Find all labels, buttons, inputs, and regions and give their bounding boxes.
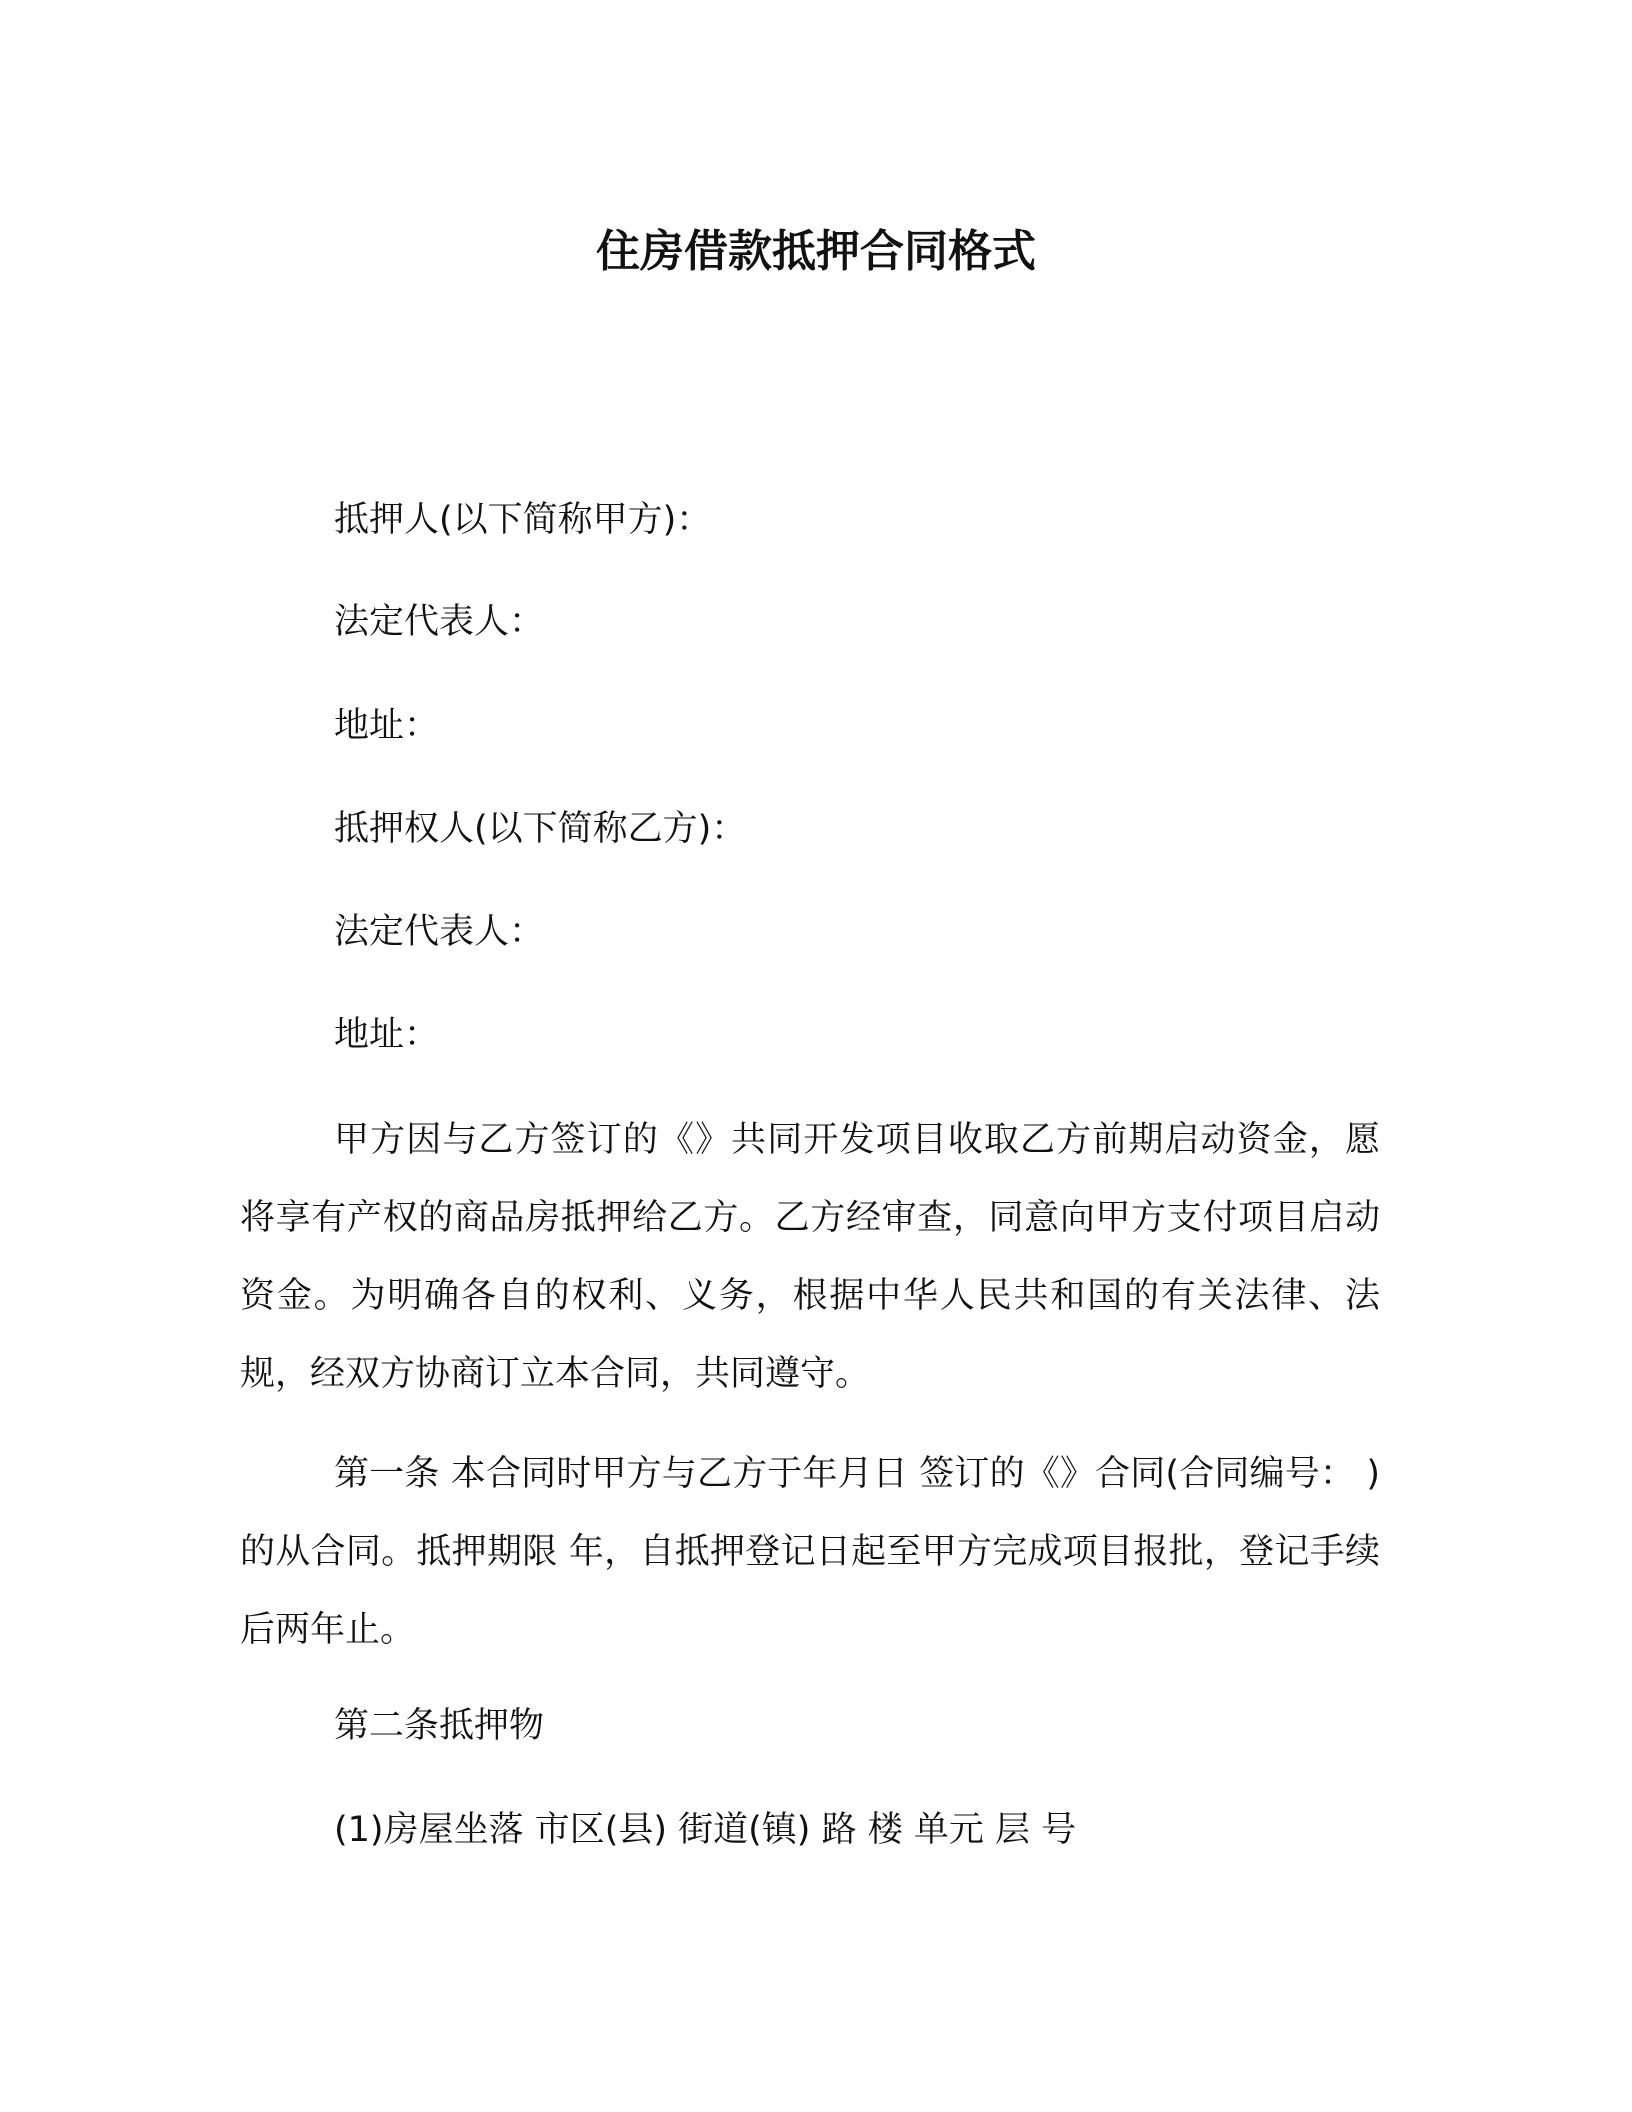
document-title: 住房借款抵押合同格式 <box>596 226 1036 277</box>
field-mortgagee: 抵押权人(以下简称乙方)： <box>334 809 747 849</box>
article-two-heading: 第二条抵押物 <box>334 1706 545 1746</box>
preamble-paragraph: 甲方因与乙方签订的《》共同开发项目收取乙方前期启动资金，愿将享有产权的商品房抵押给乙方。乙方经审查，同意向甲方支付项目启动资金。为明确各自的权利、义务，根据中华人民共和国的有关法律、法规，经双方协商订立本合同，共同遵守。 <box>240 1120 1380 1394</box>
field-mortgagor-legal-rep: 法定代表人： <box>334 602 545 642</box>
field-mortgagee-address: 地址： <box>334 1015 440 1055</box>
field-mortgagor: 抵押人(以下简称甲方)： <box>334 500 712 540</box>
field-mortgagee-legal-rep: 法定代表人： <box>334 912 545 952</box>
article-one-paragraph: 第一条 本合同时甲方与乙方于年月日 签订的《》合同(合同编号： )的从合同。抵押期限 年，自抵押登记日起至甲方完成项目报批，登记手续后两年止。 <box>240 1454 1380 1650</box>
article-two-item-one: (1)房屋坐落 市区(县) 街道(镇) 路 楼 单元 层 号 <box>334 1810 1077 1850</box>
field-mortgagor-address: 地址： <box>334 706 440 746</box>
